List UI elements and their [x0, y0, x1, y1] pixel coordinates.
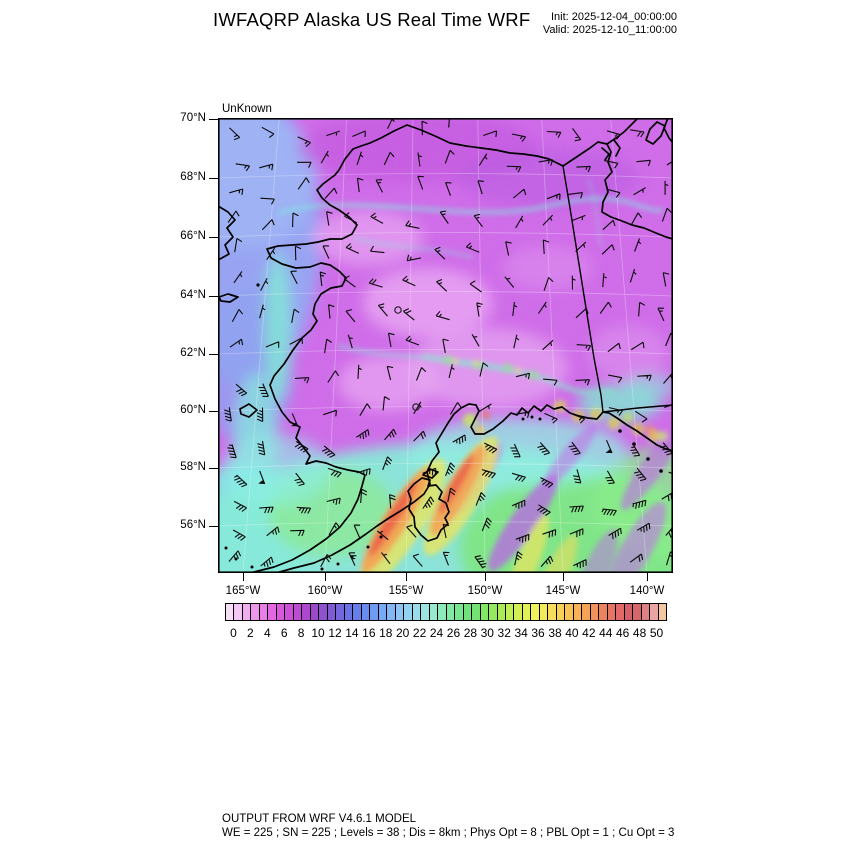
colorbar-tick-label: 8 [297, 626, 305, 640]
lon-tick-label: 165°W [225, 585, 261, 597]
colorbar-cell [353, 604, 361, 620]
colorbar-cell [260, 604, 268, 620]
colorbar-cell [413, 604, 421, 620]
lon-tick [485, 573, 487, 581]
colorbar-cell [582, 604, 590, 620]
colorbar-cell [404, 604, 412, 620]
init-timestamp: Init: 2025-12-04_00:00:00 [551, 11, 677, 23]
lat-tick-label: 60°N [180, 404, 206, 416]
map-svg [218, 118, 673, 573]
colorbar-cell [506, 604, 514, 620]
colorbar-tick-label: 20 [396, 626, 410, 640]
colorbar-cell [565, 604, 573, 620]
colorbar-cell [481, 604, 489, 620]
lon-tick-label: 150°W [467, 585, 503, 597]
colorbar-cell [319, 604, 327, 620]
colorbar-tick-label: 44 [599, 626, 613, 640]
colorbar-tick-label: 28 [463, 626, 478, 640]
colorbar-tick-label: 50 [649, 626, 664, 640]
colorbar-cell [455, 604, 463, 620]
lat-tick-label: 70°N [180, 112, 206, 124]
colorbar-tick-label: 18 [379, 626, 393, 640]
colorbar-cell [345, 604, 353, 620]
colorbar-tick-label: 14 [345, 626, 359, 640]
lat-tick [209, 237, 218, 239]
timestamp-block [543, 11, 677, 36]
colorbar-tick-label: 42 [582, 626, 596, 640]
colorbar-cell [523, 604, 531, 620]
lat-tick [209, 354, 218, 356]
colorbar-cell [514, 604, 522, 620]
colorbar-cell [489, 604, 497, 620]
wind-field [218, 118, 673, 573]
lon-tick [563, 573, 565, 581]
colorbar-cell [294, 604, 302, 620]
colorbar-cell [396, 604, 404, 620]
colorbar-tick-label: 4 [263, 626, 271, 640]
colorbar-tick-label: 6 [280, 626, 288, 640]
colorbar-cell [659, 604, 666, 620]
lat-tick [209, 178, 218, 180]
colorbar-tick-label: 34 [514, 626, 528, 640]
colorbar-cell [328, 604, 336, 620]
lat-tick-label: 56°N [180, 519, 206, 531]
lon-tick-label: 140°W [629, 585, 665, 597]
footer-model-line: OUTPUT FROM WRF V4.6.1 MODEL [222, 813, 417, 825]
lon-tick [325, 573, 327, 581]
colorbar-cell [430, 604, 438, 620]
colorbar-cell [625, 604, 633, 620]
colorbar-tick-label: 46 [616, 626, 630, 640]
colorbar-cell [243, 604, 251, 620]
colorbar-cell [251, 604, 259, 620]
colorbar-cell [362, 604, 370, 620]
colorbar-tick-label: 26 [446, 626, 461, 640]
colorbar-cell [599, 604, 607, 620]
colorbar-cell [574, 604, 582, 620]
colorbar-cell [557, 604, 565, 620]
colorbar-cell [447, 604, 455, 620]
lon-tick [243, 573, 245, 581]
footer-block [222, 813, 674, 840]
colorbar-cell [421, 604, 429, 620]
colorbar-cell [608, 604, 616, 620]
colorbar-tick-label: 30 [480, 626, 494, 640]
colorbar-cell [268, 604, 276, 620]
lon-tick-label: 160°W [307, 585, 343, 597]
colorbar-cell [285, 604, 293, 620]
colorbar-tick-label: 48 [632, 626, 647, 640]
lon-tick-label: 155°W [388, 585, 424, 597]
lat-tick-label: 68°N [180, 171, 206, 183]
colorbar-cell [302, 604, 310, 620]
colorbar-cell [226, 604, 234, 620]
colorbar-tick-label: 16 [362, 626, 376, 640]
lat-tick-label: 62°N [180, 347, 206, 359]
lat-tick [209, 468, 218, 470]
lat-tick [209, 526, 218, 528]
colorbar-cell [387, 604, 395, 620]
colorbar-cell [498, 604, 506, 620]
colorbar-cell [531, 604, 539, 620]
colorbar-tick-label: 12 [328, 626, 342, 640]
colorbar-cell [336, 604, 344, 620]
colorbar-cell [548, 604, 556, 620]
colorbar-cell [311, 604, 319, 620]
colorbar-cell [438, 604, 446, 620]
colorbar-tick-label: 10 [311, 626, 325, 640]
page-title: IWFAQRP Alaska US Real Time WRF [213, 9, 531, 30]
colorbar-cell [591, 604, 599, 620]
colorbar-tick-label: 40 [565, 626, 579, 640]
colorbar-cell [472, 604, 480, 620]
field-label: UnKnown [222, 103, 272, 115]
colorbar-cell [616, 604, 624, 620]
colorbar-cell [370, 604, 378, 620]
colorbar-cell [540, 604, 548, 620]
wind-speed-map [218, 118, 673, 573]
colorbar-tick-label: 38 [548, 626, 562, 640]
lat-tick-label: 66°N [180, 230, 206, 242]
colorbar-cell [234, 604, 242, 620]
lat-tick-label: 58°N [180, 461, 206, 473]
colorbar-cell [633, 604, 641, 620]
lat-tick-label: 64°N [180, 289, 206, 301]
colorbar-tick-label: 36 [531, 626, 545, 640]
colorbar-tick-label: 24 [429, 626, 444, 640]
footer-config-line: WE = 225 ; SN = 225 ; Levels = 38 ; Dis = 8km ; Phys Opt = 8 ; PBL Opt = 1 ; Cu Opt = 3 [222, 826, 675, 839]
lat-tick [209, 119, 218, 121]
colorbar-tick-label: 32 [497, 626, 511, 640]
lat-tick [209, 411, 218, 413]
lon-tick [406, 573, 408, 581]
colorbar [225, 603, 667, 621]
colorbar-tick-label: 0 [230, 626, 237, 640]
lon-tick [647, 573, 649, 581]
lat-tick [209, 296, 218, 298]
colorbar-cell [642, 604, 650, 620]
colorbar-cell [650, 604, 658, 620]
colorbar-tick-label: 22 [412, 626, 427, 640]
colorbar-tick-label: 2 [247, 626, 254, 640]
lon-tick-label: 145°W [545, 585, 581, 597]
colorbar-cell [464, 604, 472, 620]
valid-timestamp: Valid: 2025-12-10_11:00:00 [542, 23, 677, 36]
colorbar-cell [277, 604, 285, 620]
colorbar-cell [379, 604, 387, 620]
